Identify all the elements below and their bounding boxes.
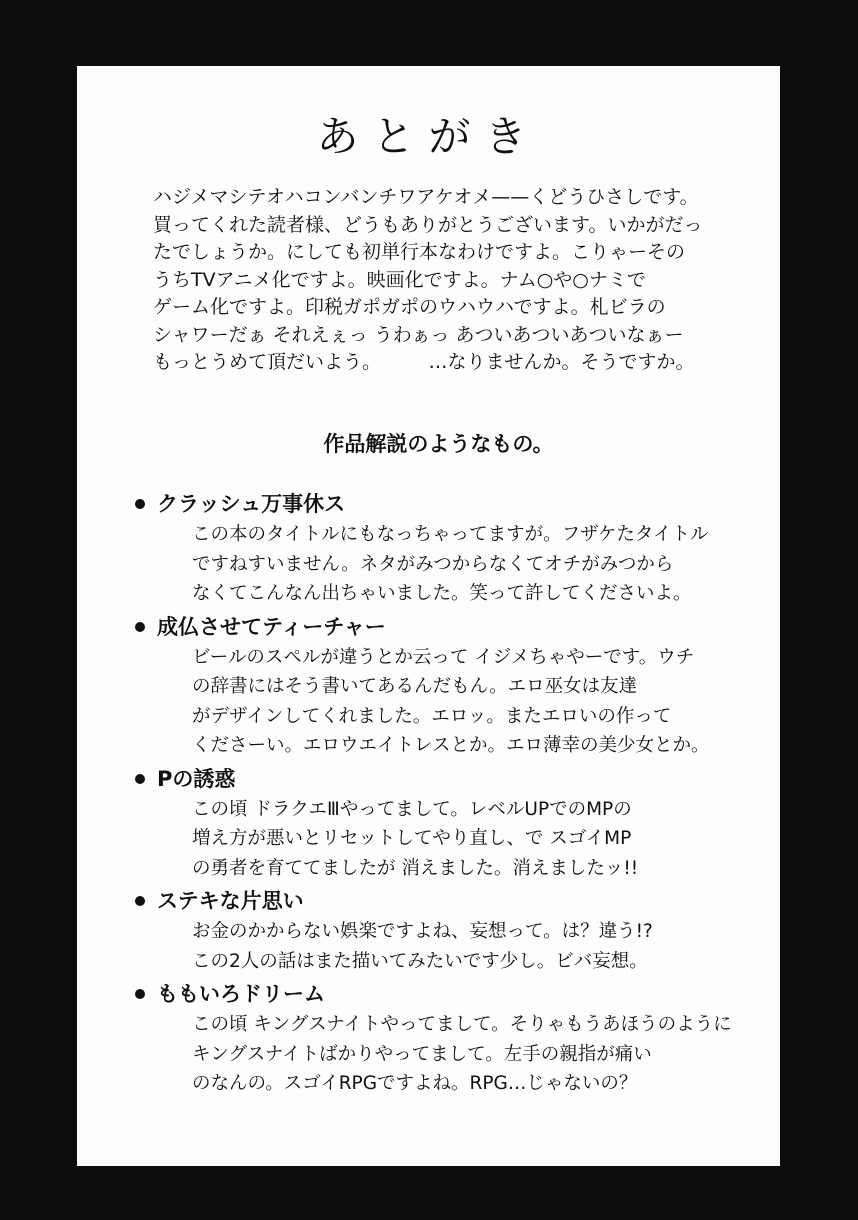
work-entry <box>135 611 755 761</box>
bullet-icon <box>135 622 145 632</box>
work-line: なくてこんなん出ちゃいました。笑って許してくださいよ。 <box>192 583 692 604</box>
work-description <box>135 795 755 884</box>
work-entry <box>135 763 755 884</box>
work-line: お金のかからない娯楽ですよね、妄想って。は？違う!? <box>192 921 653 942</box>
intro-line: ゲーム化ですよ。印税ガポガポのウハウハですよ。札ビラの <box>153 296 666 318</box>
work-description <box>135 643 755 761</box>
work-description <box>135 520 755 609</box>
intro-line: もっとうめて頂だいよう。 …なりませんか。そうですか。 <box>153 351 695 373</box>
work-line: の勇者を育ててましたが 消えました。消えましたッ!! <box>192 857 639 879</box>
work-title-text: ステキな片思い <box>157 889 304 913</box>
work-title-text: 成仏させてティーチャー <box>157 614 386 639</box>
work-line: の辞書にはそう書いてあるんだもん。エロ巫女は友達 <box>192 676 638 697</box>
work-line: がデザインしてくれました。エロッ。またエロいの作って <box>192 705 672 727</box>
intro-paragraph <box>153 184 753 377</box>
intro-line: たでしょうか。にしても初単行本なわけですよ。こりゃーその <box>153 241 686 263</box>
work-line: この頃 キングスナイトやってまして。そりゃもうあほうのように <box>192 1014 732 1035</box>
work-line: キングスナイトばかりやってまして。左手の親指が痛い <box>192 1043 652 1065</box>
work-line: この頃 ドラクエⅢやってまして。レベルUPでのMPの <box>192 798 632 820</box>
work-title-text: クラッシュ万事休ス <box>157 492 346 516</box>
afterword-page <box>77 66 780 1166</box>
bullet-icon <box>135 499 145 509</box>
work-title <box>135 763 755 795</box>
work-entry <box>135 488 755 609</box>
works-list <box>135 488 755 1101</box>
work-line: この2人の話はまた描いてみたいです少し。ビバ妄想。 <box>192 950 648 972</box>
intro-line: ハジメマシテオハコンバンチワアケオメ——くどうひさしです。 <box>153 186 699 208</box>
work-line: この本のタイトルにもなっちゃってますが。フザケたタイトル <box>192 524 709 545</box>
work-line: のなんの。スゴイRPGですよね。RPG…じゃないの？ <box>192 1073 638 1094</box>
bullet-icon <box>135 896 145 906</box>
page-title: あとがき <box>316 112 541 161</box>
work-entry <box>135 885 755 976</box>
bullet-icon <box>135 989 145 999</box>
intro-line: 買ってくれた読者様、どうもありがとうございます。いかがだっ <box>153 213 703 236</box>
work-title <box>135 885 755 917</box>
work-title <box>135 978 755 1010</box>
work-description <box>135 917 755 976</box>
intro-line: うちTVアニメ化ですよ。映画化ですよ。ナム○や○ナミで <box>153 268 646 291</box>
work-title <box>135 611 755 643</box>
work-line: くださーい。エロウエイトレスとか。エロ薄幸の美少女とか。 <box>192 735 710 756</box>
work-line: ビールのスペルが違うとか云って イジメちゃやーです。ウチ <box>192 646 695 668</box>
work-line: ですねすいません。ネタがみつからなくてオチがみつから <box>192 553 674 575</box>
work-line: 増え方が悪いとリセットしてやり直し、で スゴイMP <box>192 828 632 849</box>
work-title <box>135 488 755 520</box>
intro-line: シャワーだぁ それえぇっ うわぁっ あついあついあついなぁー <box>153 323 684 346</box>
work-entry <box>135 978 755 1099</box>
work-title-text: Pの誘惑 <box>157 766 236 791</box>
bullet-icon <box>135 774 145 784</box>
section-heading: 作品解説のようなもの。 <box>323 432 554 456</box>
work-title-text: ももいろドリーム <box>157 982 325 1006</box>
work-description <box>135 1010 755 1099</box>
